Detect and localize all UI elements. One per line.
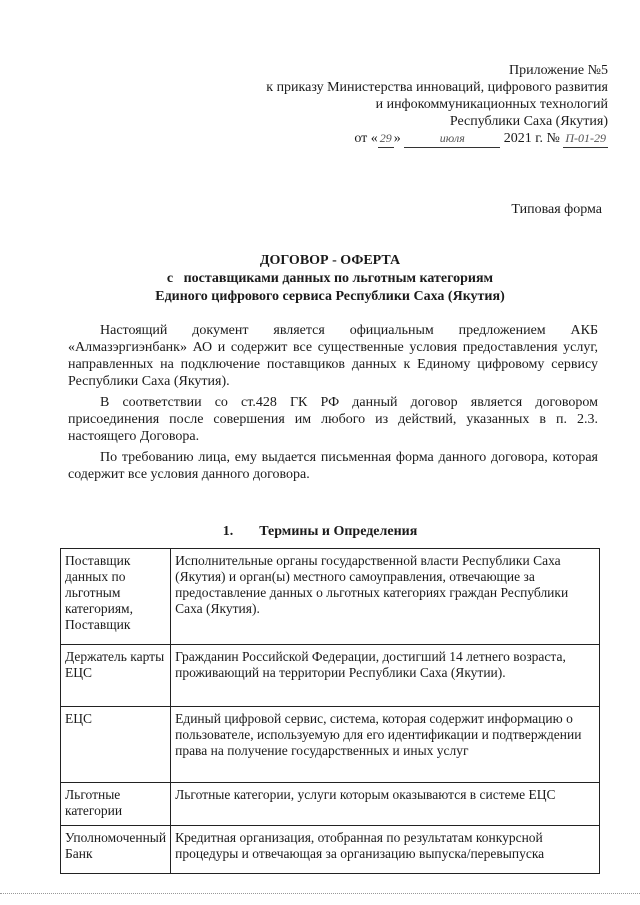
term-cell: Поставщик данных по льготным категориям, Поставщик bbox=[61, 549, 171, 645]
date-year: 2021 г. № bbox=[503, 131, 560, 146]
annex-header bbox=[266, 62, 608, 148]
term-cell: ЕЦС bbox=[61, 707, 171, 783]
terms-table bbox=[60, 548, 600, 874]
annex-order-line: к приказу Министерства инноваций, цифрового развития bbox=[266, 80, 608, 95]
definition-cell: Кредитная организация, отобранная по результатам конкурсной процедуры и отвечающая за организацию выпуска/перевыпуска bbox=[171, 826, 600, 874]
preamble-paragraph-1: Настоящий документ является официальным предложением АКБ «Алмазэргиэнбанк» АО и содержит все существенные условия предоставления услуг, направленных на подключение поставщиков данных к Единому цифровому сервису Республики Саха (Якутия). bbox=[68, 323, 598, 389]
date-mid: » bbox=[393, 131, 401, 146]
table-row bbox=[61, 783, 600, 826]
section-number: 1. bbox=[222, 524, 234, 539]
term-cell: Уполномоченный Банк bbox=[61, 826, 171, 874]
section-heading bbox=[0, 524, 640, 540]
definition-cell: Исполнительные органы государственной власти Республики Саха (Якутия) и орган(ы) местного самоуправления, отвечающие за предоставление данных о льготных категориях граждан Республики Саха (Якутия). bbox=[171, 549, 600, 645]
definition-cell: Льготные категории, услуги которым оказываются в системе ЕЦС bbox=[171, 783, 600, 826]
table-row bbox=[61, 645, 600, 707]
table-row bbox=[61, 707, 600, 783]
preamble bbox=[68, 322, 598, 487]
handwritten-day: 29 bbox=[378, 130, 394, 148]
preamble-paragraph-2: В соответствии со ст.428 ГК РФ данный договор является договором присоединения после совершения им любого из действий, указанных в п. 2.3. настоящего Договора. bbox=[68, 395, 598, 444]
annex-number: Приложение №5 bbox=[509, 63, 608, 78]
page-bottom-rule bbox=[0, 893, 640, 894]
term-cell: Держатель карты ЕЦС bbox=[61, 645, 171, 707]
preamble-paragraph-3: По требованию лица, ему выдается письменная форма данного договора, которая содержит все условия данного договора. bbox=[68, 450, 598, 482]
definition-cell: Гражданин Российской Федерации, достигший 14 летнего возраста, проживающий на территории Республики Саха (Якутии). bbox=[171, 645, 600, 707]
definition-cell: Единый цифровой сервис, система, которая содержит информацию о пользователе, используемую для его идентификации и подтверждении права на получение государственных и иных услуг bbox=[171, 707, 600, 783]
term-cell: Льготные категории bbox=[61, 783, 171, 826]
table-row bbox=[61, 826, 600, 874]
handwritten-order-number: П-01-29 bbox=[563, 130, 608, 148]
title-line-3: Единого цифрового сервиса Республики Саха (Якутия) bbox=[155, 289, 505, 304]
annex-ministry-line: и инфокоммуникационных технологий bbox=[375, 97, 608, 112]
document-title bbox=[60, 252, 600, 306]
annex-republic-line: Республики Саха (Якутия) bbox=[449, 114, 608, 129]
table-row bbox=[61, 549, 600, 645]
title-line-1: ДОГОВОР - ОФЕРТА bbox=[259, 253, 401, 268]
date-prefix: от « bbox=[354, 131, 378, 146]
handwritten-month: июля bbox=[404, 130, 500, 148]
form-type-label: Типовая форма bbox=[511, 202, 602, 217]
title-line-2: с поставщиками данных по льготным категориям bbox=[166, 271, 494, 286]
annex-date-line bbox=[266, 130, 608, 148]
section-title: Термины и Определения bbox=[259, 524, 418, 539]
